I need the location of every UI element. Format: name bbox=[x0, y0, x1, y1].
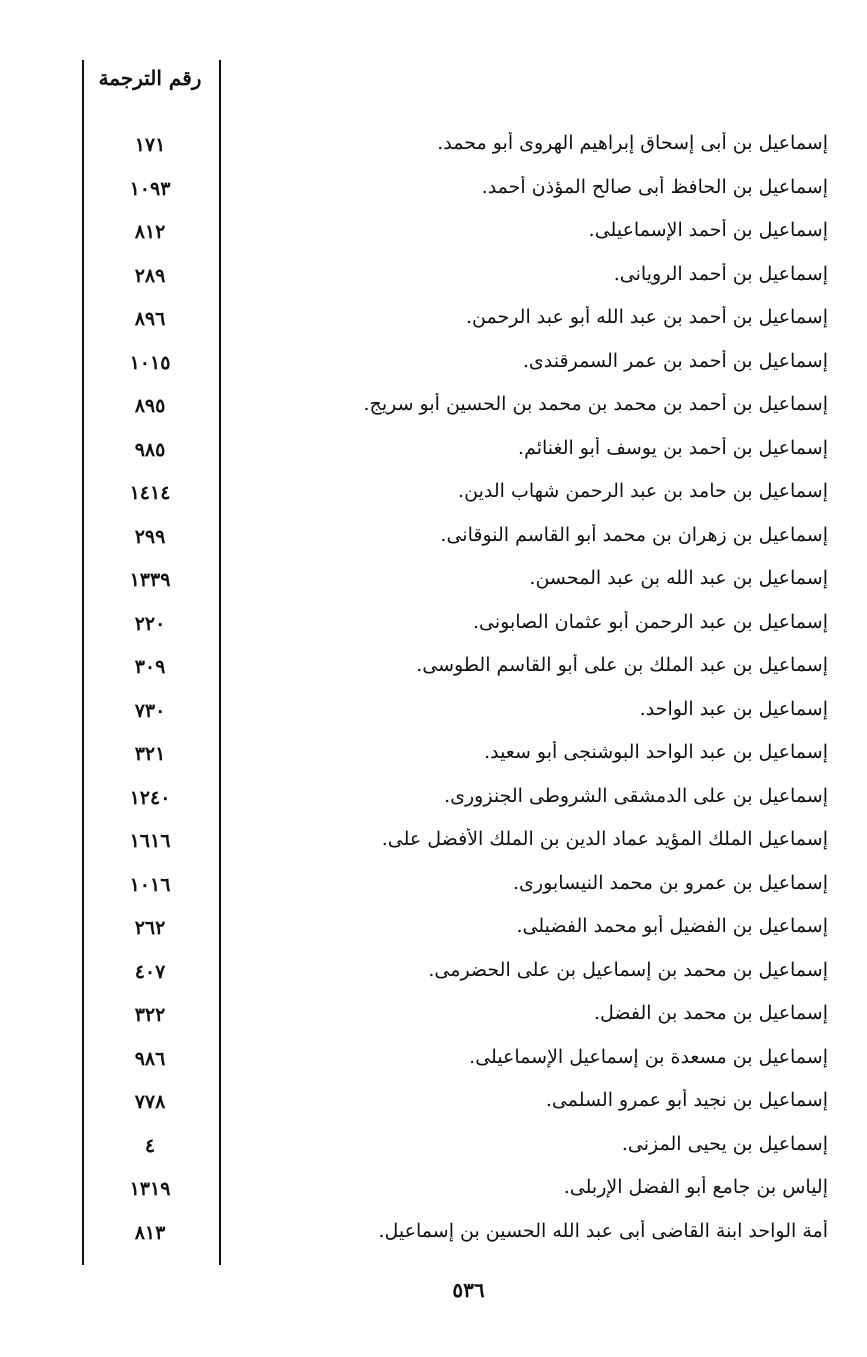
list-item bbox=[0, 1042, 867, 1086]
list-item bbox=[0, 911, 867, 955]
list-item bbox=[0, 781, 867, 825]
entry-name: إسماعيل بن أحمد بن محمد بن محمد بن الحسين أبو سريج. bbox=[363, 393, 828, 415]
entry-number: ٢٦٢ bbox=[134, 917, 166, 939]
entry-number: ١٠١٦ bbox=[129, 873, 171, 896]
entry-name: إسماعيل بن أبى إسحاق إبراهيم الهروى أبو محمد. bbox=[437, 132, 828, 154]
entry-number: ١٣٣٩ bbox=[129, 569, 171, 591]
entry-number: ١٤١٤ bbox=[129, 482, 171, 504]
entry-name: إلياس بن جامع أبو الفضل الإربلى. bbox=[563, 1176, 828, 1198]
list-item bbox=[0, 520, 867, 564]
list-item bbox=[0, 737, 867, 781]
list-item bbox=[0, 215, 867, 259]
entry-name: إسماعيل بن أحمد الإسماعيلى. bbox=[588, 219, 828, 241]
entry-number: ٩٨٦ bbox=[134, 1047, 166, 1070]
entry-name: إسماعيل بن أحمد بن عمر السمرقندى. bbox=[522, 349, 828, 372]
entry-number: ٣٢١ bbox=[134, 743, 166, 765]
list-item bbox=[0, 1216, 867, 1260]
entry-number: ٧٧٨ bbox=[134, 1091, 166, 1113]
list-item bbox=[0, 563, 867, 607]
entry-name: إسماعيل بن عبد الواحد. bbox=[639, 697, 828, 720]
column-header: رقم الترجمة bbox=[98, 66, 202, 90]
list-item bbox=[0, 694, 867, 738]
entry-number: ٤٠٧ bbox=[134, 960, 166, 983]
list-item bbox=[0, 476, 867, 520]
entry-name: إسماعيل بن أحمد الرويانى. bbox=[613, 262, 828, 285]
entry-number: ١٧١ bbox=[134, 134, 166, 156]
list-item bbox=[0, 128, 867, 172]
entry-name: أمة الواحد ابنة القاضى أبى عبد الله الحسين بن إسماعيل. bbox=[378, 1219, 828, 1242]
entry-number: ٣٢٢ bbox=[134, 1004, 166, 1026]
list-item bbox=[0, 650, 867, 694]
entry-name: إسماعيل بن أحمد بن يوسف أبو الغنائم. bbox=[518, 436, 828, 459]
entry-name: إسماعيل بن عمرو بن محمد النيسابورى. bbox=[513, 871, 828, 894]
entry-name: إسماعيل بن على الدمشقى الشروطى الجنزورى. bbox=[444, 784, 828, 807]
list-item bbox=[0, 433, 867, 477]
list-item bbox=[0, 1129, 867, 1173]
entry-name: إسماعيل الملك المؤيد عماد الدين بن الملك الأفضل على. bbox=[381, 828, 828, 850]
entry-number: ٩٨٥ bbox=[134, 438, 166, 461]
list-item bbox=[0, 1085, 867, 1129]
entry-name: إسماعيل بن عبد الله بن عبد المحسن. bbox=[529, 567, 828, 589]
entry-name: إسماعيل بن عبد الرحمن أبو عثمان الصابونى. bbox=[473, 610, 828, 633]
entry-name: إسماعيل بن عبد الواحد البوشنجى أبو سعيد. bbox=[484, 741, 828, 763]
entry-number: ٢٢٠ bbox=[134, 612, 166, 635]
entry-number: ١٠٩٣ bbox=[129, 177, 171, 200]
entry-name: إسماعيل بن زهران بن محمد أبو القاسم النوقانى. bbox=[440, 523, 828, 546]
list-item bbox=[0, 998, 867, 1042]
entry-name: إسماعيل بن نجيد أبو عمرو السلمى. bbox=[545, 1089, 828, 1111]
entry-name: إسماعيل بن عبد الملك بن على أبو القاسم الطوسى. bbox=[416, 654, 828, 676]
list-item bbox=[0, 346, 867, 390]
entry-number: ١٣١٩ bbox=[129, 1178, 171, 1200]
entry-number: ٨١٣ bbox=[134, 1221, 166, 1244]
entry-number: ٨١٢ bbox=[134, 221, 166, 243]
entry-number: ٨٩٦ bbox=[134, 308, 166, 330]
list-item bbox=[0, 868, 867, 912]
list-item bbox=[0, 607, 867, 651]
entry-number: ١٢٤٠ bbox=[129, 786, 171, 809]
entry-name: إسماعيل بن أحمد بن عبد الله أبو عبد الرحمن. bbox=[465, 306, 828, 328]
entry-number: ١٦١٦ bbox=[129, 830, 171, 852]
list-item bbox=[0, 389, 867, 433]
entry-name: إسماعيل بن محمد بن الفضل. bbox=[593, 1002, 828, 1024]
entry-number: ٣٠٩ bbox=[134, 656, 166, 678]
list-item bbox=[0, 259, 867, 303]
entry-number: ٨٩٥ bbox=[134, 395, 166, 417]
page-number: ٥٣٦ bbox=[452, 1278, 485, 1302]
index-list bbox=[0, 128, 867, 1259]
list-item bbox=[0, 824, 867, 868]
entry-number: ١٠١٥ bbox=[129, 351, 171, 374]
entry-number: ٢٩٩ bbox=[134, 525, 166, 548]
list-item bbox=[0, 1172, 867, 1216]
entry-number: ٢٨٩ bbox=[134, 264, 166, 287]
list-item bbox=[0, 955, 867, 999]
entry-number: ٧٣٠ bbox=[134, 699, 166, 722]
entry-name: إسماعيل بن الحافظ أبى صالح المؤذن أحمد. bbox=[481, 175, 828, 198]
list-item bbox=[0, 172, 867, 216]
entry-name: إسماعيل بن يحيى المزنى. bbox=[621, 1132, 828, 1155]
entry-name: إسماعيل بن محمد بن إسماعيل بن على الحضرمى. bbox=[428, 958, 828, 981]
entry-name: إسماعيل بن مسعدة بن إسماعيل الإسماعيلى. bbox=[469, 1045, 828, 1068]
entry-name: إسماعيل بن حامد بن عبد الرحمن شهاب الدين. bbox=[458, 480, 828, 502]
entry-name: إسماعيل بن الفضيل أبو محمد الفضيلى. bbox=[516, 915, 828, 937]
list-item bbox=[0, 302, 867, 346]
entry-number: ٤ bbox=[144, 1134, 156, 1157]
